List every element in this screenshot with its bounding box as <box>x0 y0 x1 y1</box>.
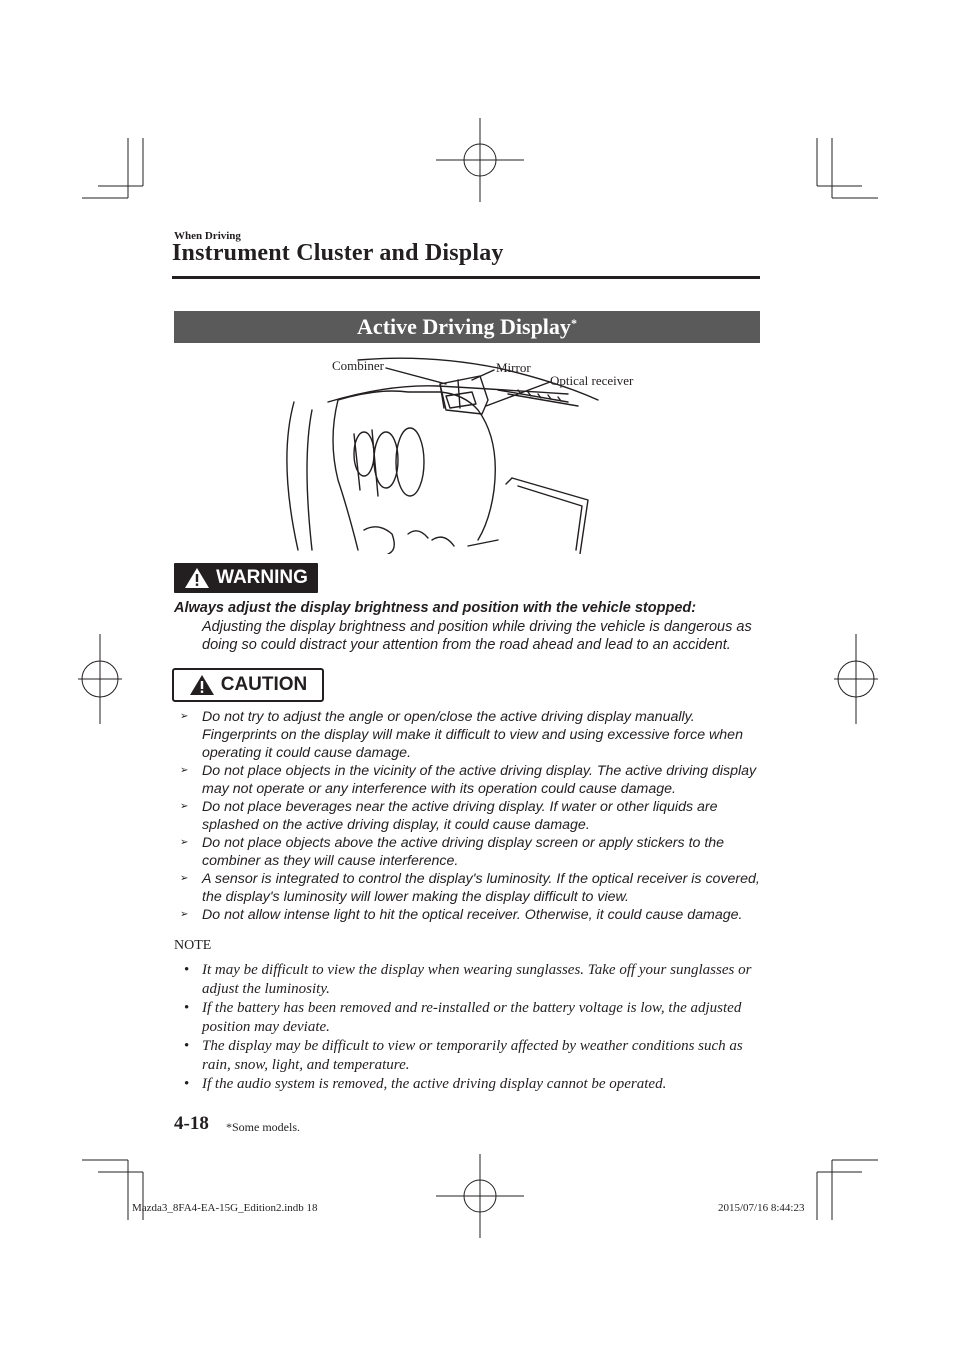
note-item <box>174 999 764 1037</box>
note-item-text: The display may be difficult to view or temporarily affected by weather conditions such as rain, snow, light, and temperature. <box>202 1038 743 1073</box>
arrow-bullet-icon: ➢ <box>180 765 189 776</box>
arrow-bullet-icon: ➢ <box>180 711 189 722</box>
label-optical-receiver: Optical receiver <box>550 373 634 388</box>
warning-body: Adjusting the display brightness and position while driving the vehicle is dangerous as doing so could distract your attention from the road ahead and lead to an accident. <box>202 619 752 653</box>
caution-badge <box>174 670 322 700</box>
caution-item-text: A sensor is integrated to control the display's luminosity. If the optical receiver is covered, the display's luminosity will lower making the display difficult to view. <box>202 871 760 905</box>
print-file-name: Mazda3_8FA4-EA-15G_Edition2.indb 18 <box>132 1202 318 1214</box>
caution-badge-label: CAUTION <box>220 674 308 695</box>
warning-heading: Always adjust the display brightness and position with the vehicle stopped: <box>174 600 697 616</box>
caution-item <box>174 798 764 834</box>
dot-bullet-icon: • <box>184 1038 190 1054</box>
footnote: *Some models. <box>226 1120 300 1134</box>
note-item-text: It may be difficult to view the display when wearing sunglasses. Take off your sunglasses or adjust the luminosity. <box>202 962 752 997</box>
title-divider <box>172 276 760 279</box>
label-mirror: Mirror <box>496 360 531 375</box>
section-banner <box>174 311 760 343</box>
caution-item-text: Do not place objects above the active driving display screen or apply stickers to the combiner as they will cause interference. <box>202 835 725 869</box>
caution-item <box>174 834 764 870</box>
note-item-text: If the battery has been removed and re-installed or the battery voltage is low, the adjusted position may deviate. <box>202 1000 742 1035</box>
caution-item-text: Do not place beverages near the active driving display. If water or other liquids are splashed on the active driving display, it could cause damage. <box>202 799 718 833</box>
warning-triangle-icon <box>184 567 210 589</box>
note-item <box>174 1037 764 1075</box>
caution-list <box>174 708 764 924</box>
note-item-text: If the audio system is removed, the active driving display cannot be operated. <box>202 1076 667 1092</box>
note-item <box>174 961 764 999</box>
note-list <box>174 961 764 1094</box>
warning-badge <box>174 563 318 593</box>
dot-bullet-icon: • <box>184 962 190 978</box>
label-combiner: Combiner <box>332 358 384 373</box>
page-number: 4-18 <box>174 1113 209 1134</box>
caution-triangle-icon <box>189 674 215 696</box>
banner-title: Active Driving Display <box>357 314 571 339</box>
dot-bullet-icon: • <box>184 1076 190 1092</box>
page-title: Instrument Cluster and Display <box>172 240 504 266</box>
print-timestamp: 2015/07/16 8:44:23 <box>718 1202 805 1214</box>
arrow-bullet-icon: ➢ <box>180 837 189 848</box>
caution-item-text: Do not try to adjust the angle or open/close the active driving display manually. Fingerprints on the display will make it difficult to view and using excessive force when operating it could cause damage. <box>202 709 743 761</box>
caution-item <box>174 870 764 906</box>
section-label: When Driving <box>174 230 241 242</box>
arrow-bullet-icon: ➢ <box>180 909 189 920</box>
caution-item-text: Do not place objects in the vicinity of the active driving display. The active driving display may not operate or any interference with its operation could cause damage. <box>202 763 757 797</box>
caution-item-text: Do not allow intense light to hit the optical receiver. Otherwise, it could cause damage. <box>202 907 743 923</box>
note-label: NOTE <box>174 938 212 953</box>
caution-item <box>174 906 764 924</box>
warning-badge-label: WARNING <box>216 567 308 588</box>
arrow-bullet-icon: ➢ <box>180 801 189 812</box>
arrow-bullet-icon: ➢ <box>180 873 189 884</box>
dashboard-illustration <box>268 350 648 554</box>
some-models-marker: * <box>570 316 577 330</box>
dot-bullet-icon: • <box>184 1000 190 1016</box>
note-item <box>174 1075 764 1094</box>
caution-item <box>174 762 764 798</box>
caution-item <box>174 708 764 762</box>
